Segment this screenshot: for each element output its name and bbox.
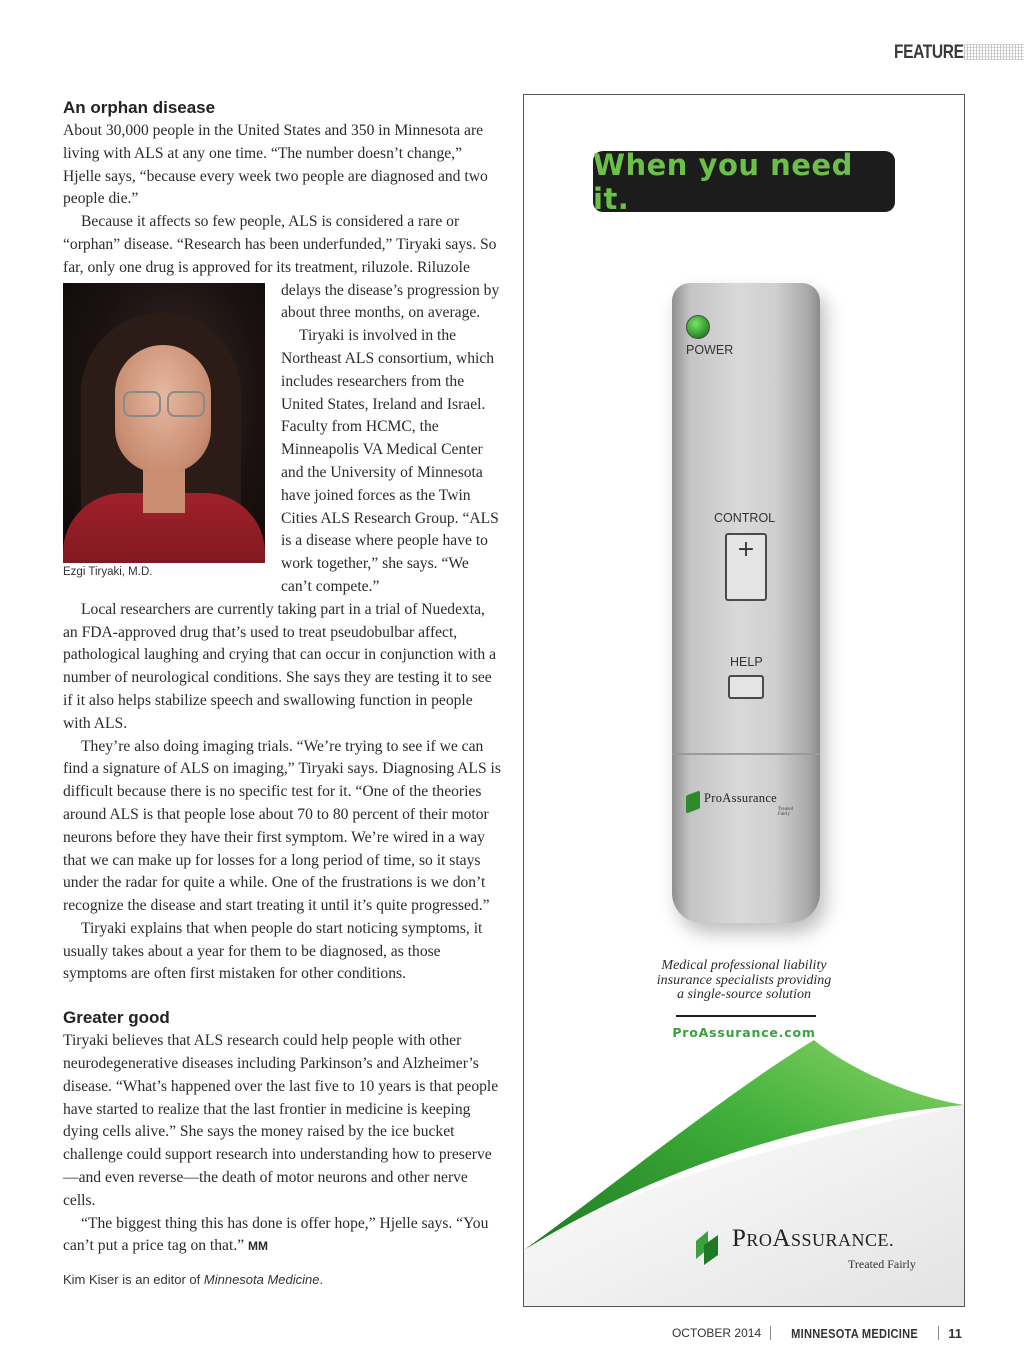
- page-footer: [672, 1323, 962, 1343]
- portrait-figure: [63, 283, 273, 578]
- byline: [63, 1272, 503, 1287]
- article-paragraph: Tiryaki believes that ALS research could help people with other neurodegenerative diseases including Parkinson’s and Alzheimer’s disease. “What’s happened over the last five to 10 years is that people have started to realize that the last frontier in medicine is keeping dying cells alive.” She says the money raised by the ice bucket challenge could support research into understanding how to preserve—and even reverse—the death of motor neurons and other nerve cells.: [63, 1032, 499, 1209]
- remote-control-label: CONTROL: [714, 511, 776, 525]
- remote-power-label: POWER: [686, 343, 734, 357]
- closing-text: “The biggest thing this has done is offer hope,” Hjelle says. “You can’t put a price tag on that.”: [63, 1214, 489, 1255]
- portrait-photo: [63, 283, 265, 563]
- logo-name: PROASSURANCE.: [732, 1225, 895, 1252]
- article-paragraph: Local researchers are currently taking part in a trial of Nuedexta, an FDA-approved drug that’s used to treat pseudobulbar affect, pathological laughing and crying that can occur in conjunction with a number of neurological conditions. She says they are testing it to see if it also helps stabilize speech and swallowing function in people with ALS.: [63, 600, 497, 732]
- photo-caption: Ezgi Tiryaki, M.D.: [63, 565, 153, 578]
- article-paragraph: About 30,000 people in the United States and 350 in Minnesota are living with ALS at any one time. “The number doesn’t change,” Hjelle says, “because every week two people are diagnosed and two people die.”: [63, 122, 488, 208]
- byline-suffix: .: [319, 1272, 324, 1288]
- heading-greater-good: Greater good: [63, 1008, 170, 1028]
- proassurance-logo-icon: [694, 1227, 720, 1265]
- remote-logo-name: ProAssurance: [704, 791, 778, 805]
- logo-subtitle: Treated Fairly: [848, 1257, 916, 1271]
- remote-help-button: [728, 675, 764, 699]
- closing-paragraph: [63, 1213, 503, 1259]
- power-led-icon: [686, 315, 710, 339]
- section-hatch-decoration: [964, 44, 1024, 60]
- article-column: [63, 98, 503, 1287]
- byline-prefix: Kim Kiser is an editor of: [63, 1272, 204, 1288]
- heading-orphan-disease: An orphan disease: [63, 98, 216, 117]
- footer-date: OCTOBER 2014: [671, 1326, 762, 1340]
- plus-icon: +: [736, 537, 756, 562]
- proassurance-mark-icon: [686, 790, 700, 813]
- remote-help-label: HELP: [730, 655, 763, 669]
- byline-publication: Minnesota Medicine: [203, 1272, 320, 1288]
- remote-logo-sub: Treated Fairly: [778, 807, 794, 817]
- footer-magazine: MINNESOTA MEDICINE: [791, 1325, 919, 1341]
- ad-headline: When you need it.: [593, 151, 895, 212]
- article-paragraph: delays the disease’s progression by about three months, on average.: [281, 281, 500, 322]
- article-paragraph: Tiryaki explains that when people do start noticing symptoms, it usually takes about a year for them to be diagnosed, as those symptoms are often first mistaken for other conditions.: [63, 919, 483, 983]
- remote-logo: [686, 791, 806, 817]
- article-paragraph: Tiryaki is involved in the Northeast ALS consortium, which includes researchers from the United States, Ireland and Israel. Faculty from HCMC, the Minneapolis VA Medical Center and the University of Minnesota have joined forces as the Twin Cities ALS Research Group. “ALS is a disease where people have to work together,” she says. “We can’t compete.”: [281, 327, 499, 595]
- article-paragraph: Because it affects so few people, ALS is considered a rare or “orphan” disease. “Research has been underfunded,” Tiryaki says. So far, only one drug is approved for its treatment, riluzole. Riluzole: [63, 213, 497, 276]
- tagline-line: a single-source solution: [676, 987, 812, 1002]
- ad-tagline: [634, 959, 854, 1003]
- tagline-rule: [676, 1015, 816, 1017]
- end-mark: MM: [248, 1239, 269, 1254]
- section-tag: [894, 40, 1024, 66]
- footer-page-number: 11: [948, 1325, 962, 1341]
- article-paragraph: They’re also doing imaging trials. “We’re trying to see if we can find a signature of ALS on imaging,” Tiryaki says. Diagnosing ALS is difficult because there is no specific test for it. “One of the theories around ALS is that people lose about 70 to 80 percent of their motor neurons before they have their first symptom. We’re wired in a way that we can make up for losses for a long period of time, so it stays under the radar for quite a while. One of the frustrations is we don’t recognize the disease and start treating it until it’s quite progressed.”: [63, 737, 501, 915]
- proassurance-logo: [694, 1223, 944, 1273]
- proassurance-advertisement: [523, 94, 965, 1307]
- section-label: FEATURE: [894, 42, 964, 63]
- tagline-line: insurance specialists providing: [656, 972, 832, 988]
- remote-control-illustration: [672, 283, 820, 923]
- footer-divider: [938, 1326, 939, 1340]
- tagline-line: Medical professional liability: [661, 958, 827, 973]
- footer-divider: [770, 1326, 771, 1340]
- remote-plus-button: [725, 533, 767, 601]
- ad-url[interactable]: ProAssurance.com: [672, 1025, 816, 1040]
